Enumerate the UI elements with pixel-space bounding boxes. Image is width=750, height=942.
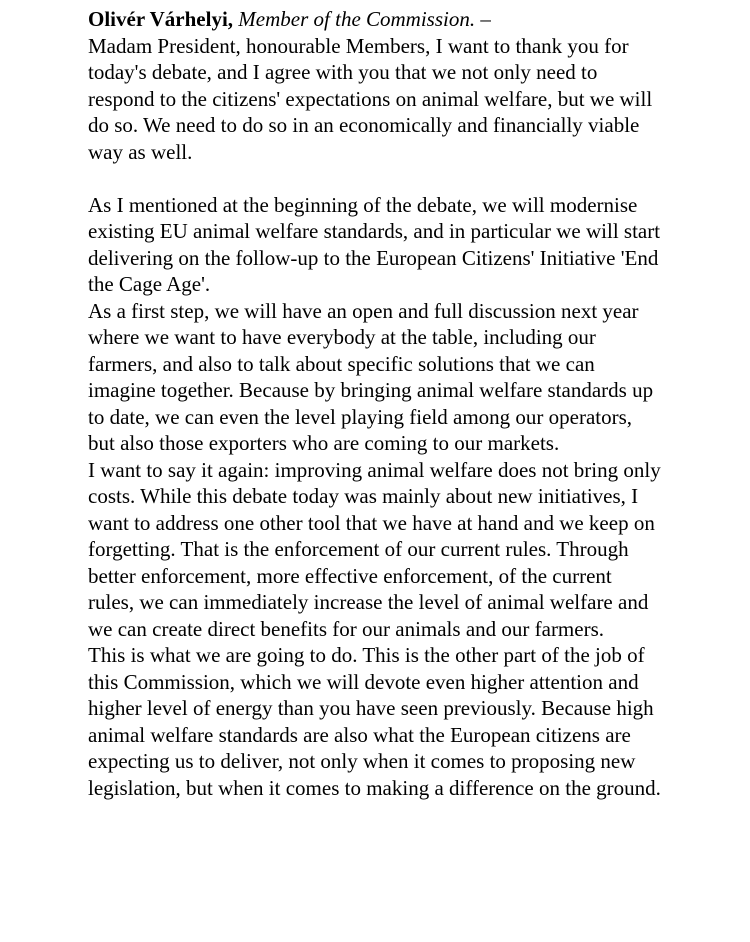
speaker-role: Member of the Commission. – [238, 7, 491, 31]
speech-paragraph: I want to say it again: improving animal welfare does not bring only costs. While this debate today was mainly about new initiatives, I want to address one other tool that we have at hand and we keep on forgetting. That is the enforcement of our current rules. Through better enforcement, more effective enforcement, of the current rules, we can immediately increase the level of animal welfare and we can create direct benefits for our animals and our farmers. [88, 457, 661, 641]
speech-paragraph: This is what we are going to do. This is the other part of the job of this Commission, which we will devote even higher attention and higher level of energy than you have seen previously. Because high animal welfare standards are also what the European citizens are expecting us to deliver, not only when it comes to proposing new legislation, but when it comes to making a difference on the ground. [88, 643, 661, 800]
speech-document [88, 6, 663, 801]
paragraph-spacer [88, 165, 663, 192]
speech-paragraph: Madam President, honourable Members, I want to thank you for today's debate, and I agree with you that we not only need to respond to the citizens' expectations on animal welfare, but we will do so. We need to do so in an economically and financially viable way as well. [88, 33, 653, 164]
speaker-name: Olivér Várhelyi, [88, 7, 234, 31]
speech-paragraph: As I mentioned at the beginning of the debate, we will modernise existing EU animal welfare standards, and in particular we will start delivering on the follow-up to the European Citizens' Initiative 'End the Cage Age'. [88, 192, 661, 296]
speaker-line [88, 6, 663, 33]
speech-paragraph: As a first step, we will have an open and full discussion next year where we want to have everybody at the table, including our farmers, and also to talk about specific solutions that we can imagine together. Because by bringing animal welfare standards up to date, we can even the level playing field among our operators, but also those exporters who are coming to our markets. [88, 298, 654, 455]
